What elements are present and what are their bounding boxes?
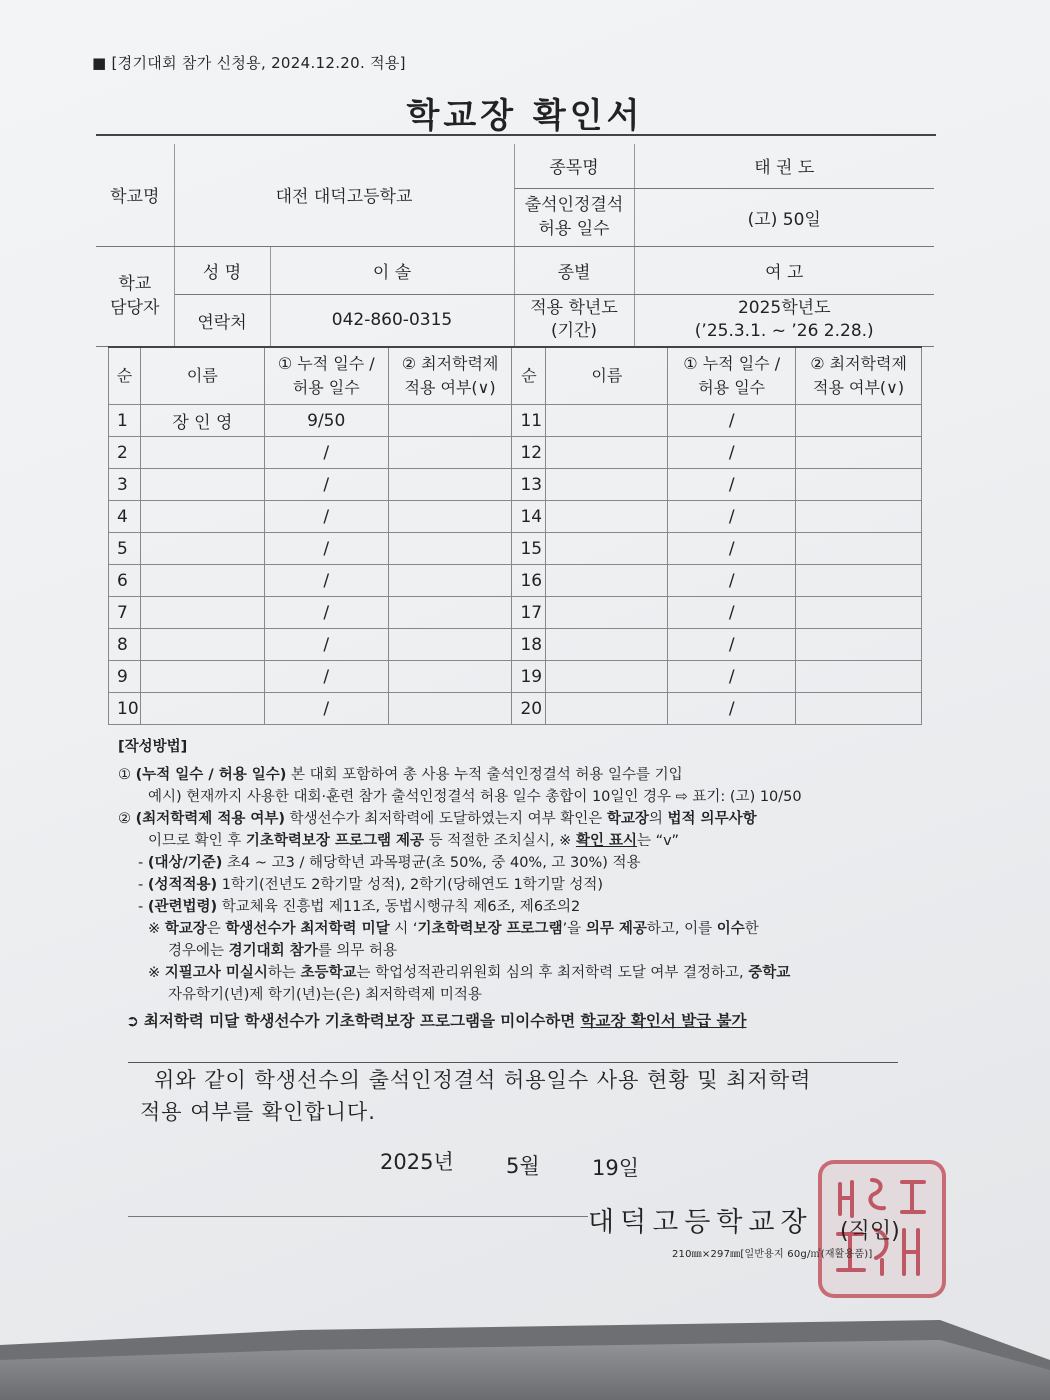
instruction-text: 학생선수가 최저학력에 도달하였는지 여부 확인은 bbox=[285, 811, 607, 827]
row-name bbox=[546, 405, 668, 437]
header-min-right bbox=[796, 347, 922, 405]
paper-spec: 210㎜×297㎜[일반용지 60g/㎡(재활용품)] bbox=[672, 1249, 873, 1260]
instruction-text: 본 대회 포함하여 총 사용 누적 출석인정결석 허용 일수를 기입 bbox=[286, 767, 683, 783]
row-min bbox=[388, 437, 512, 469]
row-name bbox=[546, 693, 668, 725]
staff-label-line1: 학교 bbox=[118, 274, 152, 294]
row-days: / bbox=[668, 597, 796, 629]
row-min bbox=[388, 469, 512, 501]
row-days: / bbox=[668, 437, 796, 469]
section-divider bbox=[128, 1062, 898, 1063]
instruction-text: 학교장 확인서 발급 불가 bbox=[580, 1012, 747, 1030]
arrow-icon: ➲ bbox=[126, 1012, 144, 1030]
header-min-line1: ② 최저학력제 bbox=[401, 354, 499, 373]
instruction-text: 초4 ~ 고3 / 해당학년 과목평균(초 50%, 중 40%, 고 30%) 적용 bbox=[222, 855, 641, 871]
header-min-line2: 적용 여부(∨) bbox=[812, 378, 905, 397]
instruction-text: 경우에는 bbox=[168, 943, 229, 959]
header-days-right bbox=[668, 347, 796, 405]
instruction-law bbox=[118, 896, 918, 918]
year-value-line2: (’25.3.1. ~ ’26 2.28.) bbox=[694, 321, 874, 341]
table-row bbox=[109, 501, 922, 533]
year-label bbox=[514, 294, 634, 346]
sport-label: 종목명 bbox=[514, 144, 634, 188]
instruction-text: 학생선수가 최저학력 미달 bbox=[225, 921, 390, 937]
row-name bbox=[140, 597, 264, 629]
row-min bbox=[388, 565, 512, 597]
instruction-text: ’을 bbox=[562, 921, 586, 937]
staff-label bbox=[96, 246, 174, 346]
row-no: 4 bbox=[109, 501, 141, 533]
row-no: 11 bbox=[512, 405, 546, 437]
instruction-note-1 bbox=[118, 918, 918, 940]
header-name-right: 이름 bbox=[546, 347, 668, 405]
row-name bbox=[140, 629, 264, 661]
row-no: 13 bbox=[512, 469, 546, 501]
instruction-text: (관련법령) bbox=[147, 899, 218, 915]
header-min-line1: ② 최저학력제 bbox=[810, 354, 907, 373]
row-days: / bbox=[668, 693, 796, 725]
row-days: 9/50 bbox=[264, 405, 388, 437]
name-value: 이 솔 bbox=[270, 246, 514, 294]
row-no: 1 bbox=[109, 405, 141, 437]
row-name bbox=[546, 597, 668, 629]
row-name bbox=[546, 629, 668, 661]
absence-label-line1: 출석인정결석 bbox=[524, 195, 624, 215]
instructions-title: [작성방법] bbox=[118, 739, 188, 755]
row-min bbox=[388, 405, 512, 437]
instruction-text: 이수 bbox=[716, 921, 745, 937]
row-name bbox=[140, 565, 264, 597]
instruction-note-2 bbox=[118, 962, 918, 984]
instruction-text: 법적 의무사항 bbox=[667, 811, 757, 827]
document-title: 학교장 확인서 bbox=[406, 96, 644, 136]
row-min bbox=[388, 661, 512, 693]
row-days: / bbox=[264, 661, 388, 693]
row-days: / bbox=[264, 501, 388, 533]
instruction-text: 학교장 bbox=[606, 811, 649, 827]
instruction-target bbox=[118, 852, 918, 874]
header-note: ■ [경기대회 참가 신청용, 2024.12.20. 적용] bbox=[92, 54, 406, 72]
row-name bbox=[140, 437, 264, 469]
instruction-grades bbox=[118, 874, 918, 896]
row-name bbox=[140, 469, 264, 501]
instruction-text: 확인 표시 bbox=[575, 833, 638, 849]
row-name bbox=[140, 661, 264, 693]
instruction-warning bbox=[118, 1010, 918, 1032]
row-name bbox=[546, 533, 668, 565]
table-row bbox=[109, 693, 922, 725]
row-no: 8 bbox=[109, 629, 141, 661]
instruction-text: 1학기(전년도 2학기말 성적), 2학기(당해연도 1학기말 성적) bbox=[217, 877, 604, 893]
instructions bbox=[118, 736, 918, 1032]
contact-label: 연락처 bbox=[174, 294, 270, 346]
date-day: 19일 bbox=[592, 1156, 640, 1180]
instruction-text: 의 bbox=[648, 811, 668, 827]
row-no: 12 bbox=[512, 437, 546, 469]
row-no: 3 bbox=[109, 469, 141, 501]
year-label-line1: 적용 학년도 bbox=[530, 298, 618, 318]
row-min bbox=[388, 533, 512, 565]
instruction-text: 하고, 이를 bbox=[646, 921, 717, 937]
instruction-text: 경기대회 참가 bbox=[228, 943, 318, 959]
confirmation-statement bbox=[140, 1064, 910, 1128]
row-min bbox=[388, 693, 512, 725]
name-label: 성 명 bbox=[174, 246, 270, 294]
roster-body bbox=[109, 405, 922, 725]
year-value-line1: 2025학년도 bbox=[737, 298, 831, 318]
instruction-text: 의무 제공 bbox=[585, 921, 647, 937]
instruction-text: ※ bbox=[148, 921, 165, 937]
instruction-1-example: 예시) 현재까지 사용한 대회·훈련 참가 출석인정결석 허용 일수 총합이 10일인 경우 ⇨ 표기: (고) 10/50 bbox=[148, 789, 802, 805]
row-no: 6 bbox=[109, 565, 141, 597]
header-days-line2: 허용 일수 bbox=[292, 378, 360, 397]
instruction-text: 는 학업성적관리위원회 심의 후 최저학력 도달 여부 결정하고, bbox=[356, 965, 749, 981]
absence-label-line2: 허용 일수 bbox=[538, 219, 610, 239]
row-days: / bbox=[668, 629, 796, 661]
instruction-text: 하는 bbox=[267, 965, 301, 981]
row-min bbox=[796, 661, 922, 693]
row-name bbox=[140, 533, 264, 565]
row-no: 2 bbox=[109, 437, 141, 469]
title-rule bbox=[96, 134, 936, 136]
instruction-text: 등 적절한 조치실시, ※ bbox=[424, 833, 576, 849]
instruction-2 bbox=[118, 808, 918, 830]
row-no: 10 bbox=[109, 693, 141, 725]
instruction-text: 학교장 bbox=[164, 921, 207, 937]
confirmation-line-1: 위와 같이 학생선수의 출석인정결석 허용일수 사용 현황 및 최저학력 bbox=[154, 1068, 812, 1092]
row-days: / bbox=[264, 565, 388, 597]
table-row bbox=[109, 661, 922, 693]
row-name bbox=[546, 469, 668, 501]
row-min bbox=[796, 629, 922, 661]
instruction-text: 기초학력보장 프로그램 제공 bbox=[245, 833, 425, 849]
date-year: 2025년 bbox=[380, 1150, 454, 1174]
instruction-text: - bbox=[138, 855, 148, 871]
header-min-line2: 적용 여부(∨) bbox=[404, 378, 496, 397]
header-no-left: 순 bbox=[109, 347, 141, 405]
staff-label-line2: 담당자 bbox=[110, 298, 160, 318]
absence-label bbox=[514, 188, 634, 246]
roster-table bbox=[108, 346, 922, 725]
row-min bbox=[796, 693, 922, 725]
instruction-text: 지필고사 미실시 bbox=[164, 965, 268, 981]
row-min bbox=[796, 405, 922, 437]
row-no: 9 bbox=[109, 661, 141, 693]
absence-value: (고) 50일 bbox=[634, 188, 934, 246]
row-min bbox=[796, 597, 922, 629]
instruction-text: 은 bbox=[206, 921, 226, 937]
header-no-right: 순 bbox=[512, 347, 546, 405]
row-name bbox=[546, 501, 668, 533]
contact-value: 042-860-0315 bbox=[270, 294, 514, 346]
header-name-left: 이름 bbox=[140, 347, 264, 405]
row-days: / bbox=[264, 693, 388, 725]
row-days: / bbox=[668, 469, 796, 501]
instruction-2-cont bbox=[118, 830, 918, 852]
table-row bbox=[109, 533, 922, 565]
instruction-text: ※ bbox=[148, 965, 165, 981]
row-min bbox=[796, 501, 922, 533]
row-min bbox=[388, 629, 512, 661]
type-value: 여 고 bbox=[634, 246, 934, 294]
instruction-text: 를 의무 허용 bbox=[317, 943, 397, 959]
header-days-line1: ① 누적 일수 / bbox=[683, 354, 781, 373]
row-days: / bbox=[668, 533, 796, 565]
header-days-line1: ① 누적 일수 / bbox=[277, 354, 375, 373]
table-row bbox=[109, 629, 922, 661]
confirmation-line-2: 적용 여부를 확인합니다. bbox=[140, 1100, 376, 1124]
row-no: 18 bbox=[512, 629, 546, 661]
row-name bbox=[546, 437, 668, 469]
row-min bbox=[796, 565, 922, 597]
row-days: / bbox=[264, 629, 388, 661]
instruction-text: (누적 일수 / 허용 일수) bbox=[135, 767, 287, 783]
school-label: 학교명 bbox=[96, 144, 174, 246]
row-min bbox=[796, 437, 922, 469]
instruction-text: 는 “v” bbox=[637, 833, 679, 849]
year-label-line2: (기간) bbox=[550, 321, 598, 341]
instruction-text: - bbox=[138, 877, 148, 893]
instruction-text: ① bbox=[118, 767, 136, 783]
row-days: / bbox=[668, 405, 796, 437]
instruction-text: 중학교 bbox=[748, 965, 791, 981]
row-days: / bbox=[668, 565, 796, 597]
row-min bbox=[796, 533, 922, 565]
signature-rule bbox=[128, 1216, 588, 1217]
header-days-line2: 허용 일수 bbox=[698, 378, 766, 397]
row-days: / bbox=[264, 469, 388, 501]
instruction-text: 시 ‘ bbox=[389, 921, 418, 937]
instruction-text: 한 bbox=[744, 921, 759, 937]
instruction-1 bbox=[118, 764, 918, 786]
instruction-text: 기초학력보장 프로그램 bbox=[417, 921, 563, 937]
instruction-text: - bbox=[138, 899, 148, 915]
instruction-text: 최저학력 미달 학생선수가 기초학력보장 프로그램을 미이수하면 bbox=[143, 1012, 581, 1030]
instruction-text: (대상/기준) bbox=[147, 855, 223, 871]
row-days: / bbox=[668, 661, 796, 693]
header-days-left bbox=[264, 347, 388, 405]
school-value: 대전 대덕고등학교 bbox=[174, 144, 514, 246]
table-row bbox=[109, 565, 922, 597]
row-name: 장 인 영 bbox=[140, 405, 264, 437]
instruction-note-1-cont bbox=[118, 940, 918, 962]
instruction-text: 학교체육 진흥법 제11조, 동법시행규칙 제6조, 제6조의2 bbox=[217, 899, 581, 915]
row-min bbox=[796, 469, 922, 501]
table-row bbox=[109, 405, 922, 437]
row-no: 14 bbox=[512, 501, 546, 533]
instruction-text: ② bbox=[118, 811, 136, 827]
instruction-text: 초등학교 bbox=[300, 965, 357, 981]
row-no: 19 bbox=[512, 661, 546, 693]
row-no: 7 bbox=[109, 597, 141, 629]
row-days: / bbox=[264, 437, 388, 469]
header-min-left bbox=[388, 347, 512, 405]
row-min bbox=[388, 501, 512, 533]
row-days: / bbox=[264, 533, 388, 565]
sport-value: 태 권 도 bbox=[634, 144, 934, 188]
principal-signature: 대덕고등학교장 bbox=[588, 1207, 813, 1238]
row-name bbox=[140, 693, 264, 725]
row-no: 17 bbox=[512, 597, 546, 629]
instruction-text: (성적적용) bbox=[147, 877, 218, 893]
date-month: 5월 bbox=[506, 1154, 540, 1178]
table-row bbox=[109, 437, 922, 469]
year-value bbox=[634, 294, 934, 346]
background-surface bbox=[0, 1330, 1050, 1400]
instruction-text: (최저학력제 적용 여부) bbox=[135, 811, 286, 827]
row-no: 20 bbox=[512, 693, 546, 725]
row-no: 16 bbox=[512, 565, 546, 597]
row-name bbox=[546, 661, 668, 693]
row-days: / bbox=[668, 501, 796, 533]
row-name bbox=[140, 501, 264, 533]
info-table bbox=[96, 144, 934, 347]
type-label: 종별 bbox=[514, 246, 634, 294]
row-min bbox=[388, 597, 512, 629]
seal-label: (직인) bbox=[840, 1219, 900, 1244]
instruction-text: 이므로 확인 후 bbox=[148, 833, 246, 849]
table-row bbox=[109, 597, 922, 629]
row-no: 5 bbox=[109, 533, 141, 565]
row-no: 15 bbox=[512, 533, 546, 565]
row-days: / bbox=[264, 597, 388, 629]
instruction-note-2-cont: 자유학기(년)제 학기(년)는(은) 최저학력제 미적용 bbox=[168, 987, 482, 1003]
row-name bbox=[546, 565, 668, 597]
table-row bbox=[109, 469, 922, 501]
